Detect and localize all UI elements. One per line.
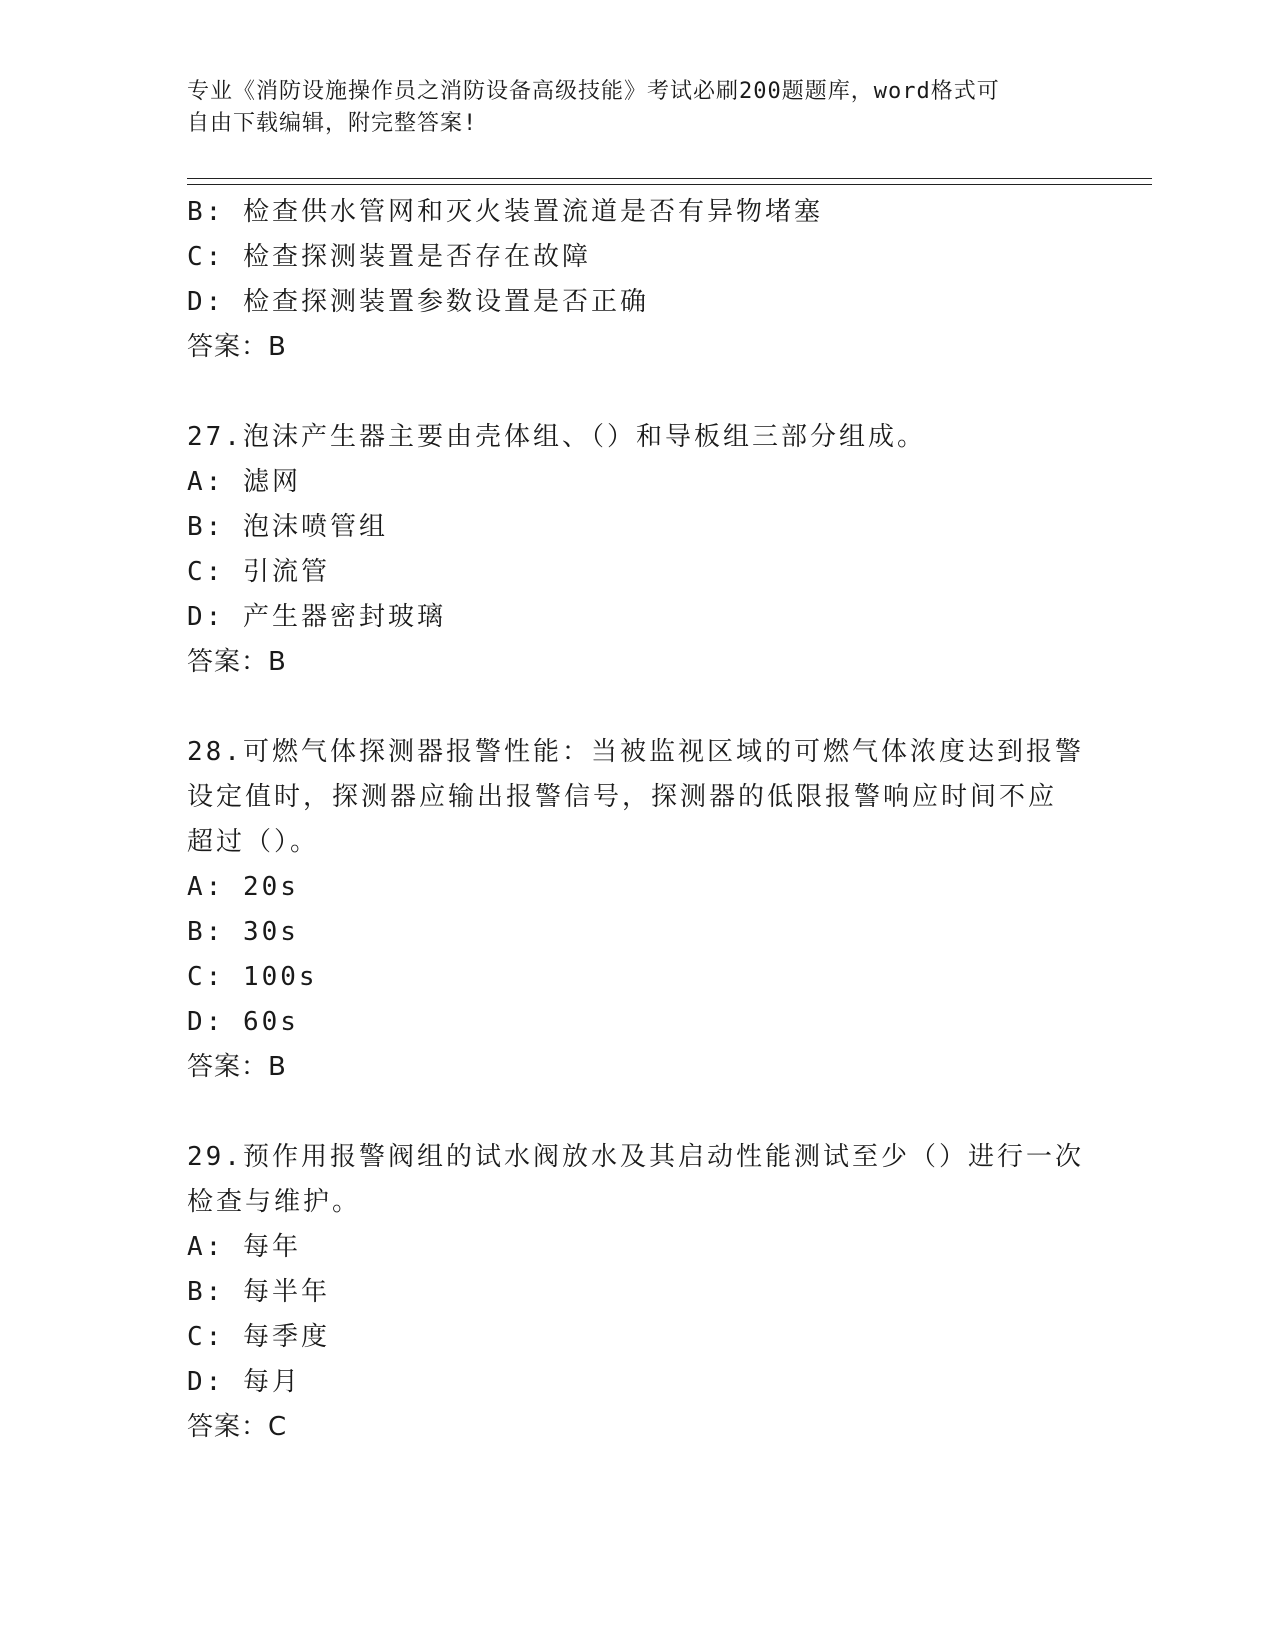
document-header [187, 76, 1067, 140]
option-c: C: 100s [187, 962, 318, 992]
option-a: A: 滤网 [187, 467, 301, 497]
question-text-line-2: 检查与维护。 [187, 1187, 362, 1217]
header-divider-bottom [187, 184, 1152, 185]
option-b: B: 泡沫喷管组 [187, 512, 388, 542]
header-line-2: 自由下载编辑，附完整答案! [187, 111, 478, 136]
question-text-line-1: 28.可燃气体探测器报警性能：当被监视区域的可燃气体浓度达到报警 [187, 737, 1084, 767]
option-a: A: 每年 [187, 1232, 301, 1262]
question-text: 27.泡沫产生器主要由壳体组、（）和导板组三部分组成。 [187, 422, 926, 452]
option-d: D: 检查探测装置参数设置是否正确 [187, 287, 649, 317]
question-text-line-3: 超过（）。 [187, 827, 320, 857]
question-26-continuation [187, 190, 1067, 370]
option-b: B: 检查供水管网和灭火装置流道是否有异物堵塞 [187, 197, 823, 227]
answer-line: 答案：B [187, 647, 287, 677]
option-d: D: 产生器密封玻璃 [187, 602, 446, 632]
option-b: B: 30s [187, 917, 299, 947]
option-c: C: 每季度 [187, 1322, 330, 1352]
answer-line: 答案：C [187, 1412, 288, 1442]
option-a: A: 20s [187, 872, 299, 902]
header-divider-top [187, 178, 1152, 179]
option-c: C: 引流管 [187, 557, 330, 587]
answer-line: 答案：B [187, 1052, 287, 1082]
option-d: D: 每月 [187, 1367, 301, 1397]
question-29 [187, 1135, 1084, 1450]
question-27 [187, 415, 1067, 685]
question-text-line-2: 设定值时，探测器应输出报警信号，探测器的低限报警响应时间不应 [187, 782, 1058, 812]
question-content [187, 190, 1084, 1450]
answer-line: 答案：B [187, 332, 287, 362]
header-line-1: 专业《消防设施操作员之消防设备高级技能》考试必刷200题题库，word格式可 [187, 79, 1000, 104]
question-28 [187, 730, 1084, 1090]
option-c: C: 检查探测装置是否存在故障 [187, 242, 591, 272]
option-b: B: 每半年 [187, 1277, 330, 1307]
option-d: D: 60s [187, 1007, 299, 1037]
question-text-line-1: 29.预作用报警阀组的试水阀放水及其启动性能测试至少（）进行一次 [187, 1142, 1084, 1172]
